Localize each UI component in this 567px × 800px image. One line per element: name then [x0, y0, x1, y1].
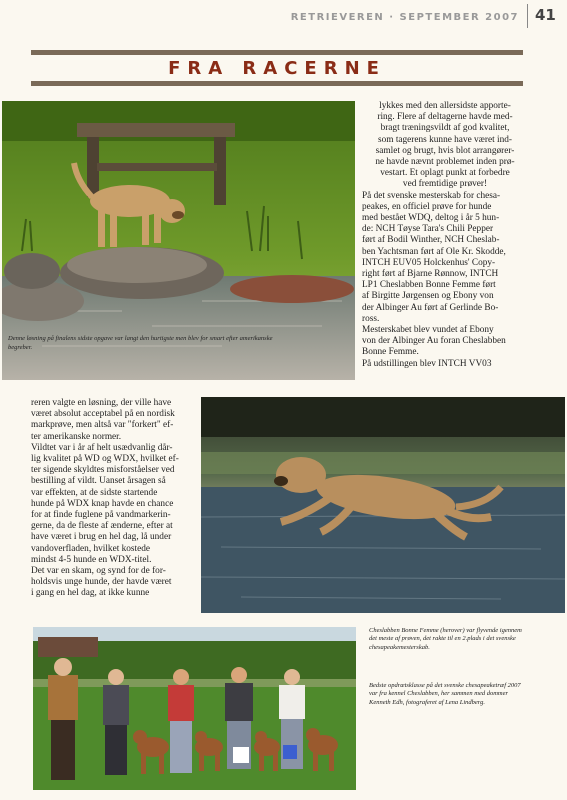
- text-line: af Birgitte Jørgensen og Ebony von: [362, 291, 494, 302]
- text-line: ter sigende skyldtes misforståelser ved: [31, 465, 175, 476]
- caption-photo-bottom: Bedste opdrætsklasse på det svenske chesapeaketræf 2007 var fra kennel Cheslabben, her sammen med dommer Kenneth Edh, fotograferet af Lena Lindberg.: [369, 682, 521, 706]
- text-line: LP1 Cheslabben Bonne Femme ført: [362, 280, 496, 291]
- text-line: have været i brug en hel dag, lå under: [31, 532, 172, 543]
- article-column-right-top: [362, 101, 528, 370]
- page-number: 41: [535, 6, 556, 24]
- text-line: Mesterskabet blev vundet af Ebony: [362, 325, 494, 336]
- text-line: med bestået WDQ, deltog i år 5 hun-: [362, 213, 500, 224]
- photo-dog-on-rocks: [2, 101, 355, 380]
- text-line: mindst 4-5 hunde en WDX-titel.: [31, 554, 152, 565]
- header-divider: [527, 4, 528, 28]
- text-line: bragt træningsvildt af god kvalitet,: [380, 123, 510, 134]
- magazine-issue-line: RETRIEVEREN · SEPTEMBER 2007: [290, 12, 519, 23]
- text-line: var effekten, at de sidste startende: [31, 487, 158, 498]
- text-line: von der Albinger Au foran Cheslabben: [362, 336, 506, 347]
- running-header: [0, 0, 567, 32]
- text-line: holdsvis unge hunde, der havde været: [31, 577, 172, 588]
- text-line: lykkes med den allersidste apporte-: [379, 101, 511, 111]
- text-line: vestart. Et oplagt punkt at forbedre: [380, 168, 510, 179]
- text-line: markprøve, men altså var "forkert" ef-: [31, 420, 174, 431]
- text-line: ring. Flere af deltagerne havde med-: [377, 112, 513, 123]
- text-line: som tagerens kunne have været ind-: [378, 134, 512, 145]
- text-line: gerne, da de fleste af ænderne, efter at: [31, 521, 173, 532]
- caption-photo-middle: Cheslabben Bonne Femme (herover) var flyvende igennem det meste af prøven, det rakte til en 2.plads i det svenske chesapeakemesterskab.: [369, 627, 522, 651]
- text-line: lig kvalitet på WD og WDX, hvilket ef-: [31, 454, 179, 465]
- text-line: right ført af Bjarne Rønnow, INTCH: [362, 269, 499, 280]
- text-line: der Albinger Au ført af Gerlinde Bo-: [362, 302, 499, 313]
- text-line: samlet og brugt, hvis blot arrangører-: [375, 145, 515, 156]
- text-line: Det var en skam, og synd for de for-: [31, 566, 166, 577]
- text-line: ved fremtidige prøver!: [402, 179, 488, 190]
- text-line: hunde på WDX knap havde en chance: [31, 498, 174, 509]
- text-line: i gang en hel dag, at ikke kunne: [31, 588, 150, 599]
- text-line: ført af Bodil Winther, NCH Cheslab-: [362, 235, 500, 246]
- text-line: vandoverfladen, hvilket kostede: [31, 543, 151, 554]
- section-rule-top: [31, 50, 523, 55]
- caption-photo-top: Denne løsning på finalens sidste opgave var langt den hurtigste men blev for smart efter amerikanske begreber.: [8, 335, 273, 351]
- photo-dog-leaping: [201, 397, 565, 613]
- section-rule-bottom: [31, 81, 523, 86]
- article-column-left-middle: [31, 398, 195, 600]
- text-line: Vildtet var i år af helt usædvanlig dår-: [31, 442, 173, 453]
- text-line: ter amerikanske normer.: [31, 431, 122, 442]
- text-line: de: NCH Tøyse Tara's Chili Pepper: [362, 224, 494, 235]
- text-line: På udstillingen blev INTCH VV03: [362, 358, 492, 369]
- text-line: INTCH EUV05 Holckenhus' Copy-: [362, 257, 496, 268]
- text-line: været absolut acceptabel på en nordisk: [31, 409, 175, 420]
- photo-breeding-group: [33, 627, 356, 790]
- text-line: ne havde nævnt problemet inden prø-: [375, 157, 515, 168]
- text-line: bestilling af vildt. Uanset årsagen så: [31, 476, 166, 487]
- text-line: reren valgte en løsning, der ville have: [31, 398, 172, 408]
- text-line: ross.: [362, 313, 380, 324]
- text-line: På det svenske mesterskab for chesa-: [362, 190, 501, 201]
- text-line: ben Yachtsman ført af Ole Kr. Skodde,: [362, 246, 506, 257]
- text-line: peakes, en officiel prøve for hunde: [362, 201, 492, 212]
- text-line: Bonne Femme.: [362, 347, 419, 358]
- text-line: for at finde fuglene på vandmarkerin-: [31, 510, 171, 521]
- section-title: FRA RACERNE: [168, 58, 386, 79]
